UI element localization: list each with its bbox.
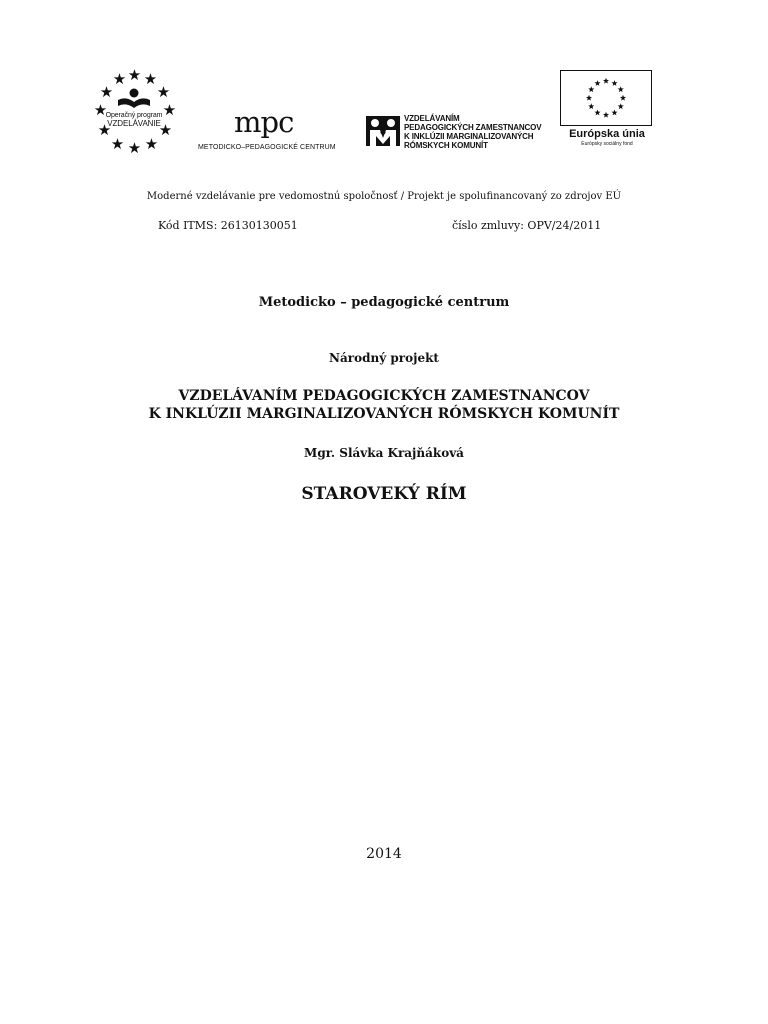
- star-icon: ★: [127, 66, 142, 84]
- star-icon: ★: [143, 70, 158, 88]
- national-project-label: Národný projekt: [329, 351, 439, 365]
- book-reader-icon: [116, 88, 152, 110]
- eu-star-icon: [611, 110, 617, 116]
- eu-star-icon: [618, 86, 624, 92]
- star-icon: ★: [99, 83, 114, 101]
- operational-program-text: [96, 112, 172, 128]
- mpc-subtitle: METODICKO–PEDAGOGICKÉ CENTRUM: [198, 144, 336, 151]
- op-line2: VZDELÁVANIE: [107, 119, 161, 128]
- star-icon: ★: [110, 135, 125, 153]
- project-logo-text: [404, 114, 541, 150]
- star-icon: ★: [97, 121, 112, 139]
- eu-star-icon: [586, 95, 592, 101]
- eu-star-icon: [618, 103, 624, 109]
- mpc-logo: [198, 106, 348, 156]
- eu-star-icon: [603, 112, 609, 118]
- itms-code: Kód ITMS: 26130130051: [158, 219, 298, 232]
- eu-flag-icon: [560, 70, 652, 126]
- star-icon: ★: [156, 83, 171, 101]
- project-name-line2: K INKLÚZII MARGINALIZOVANÝCH RÓMSKYCH KOMUNÍT: [148, 406, 620, 422]
- star-icon: ★: [127, 139, 142, 157]
- project-logo-line3: K INKLÚZII MARGINALIZOVANÝCH: [404, 132, 534, 141]
- people-figures-icon: [364, 112, 402, 150]
- organization-name: Metodicko – pedagogické centrum: [258, 295, 510, 310]
- project-logo-line4: RÓMSKYCH KOMUNÍT: [404, 141, 488, 150]
- author-name: Mgr. Slávka Krajňáková: [304, 446, 464, 460]
- eu-subtitle: Európsky sociálny fond: [581, 141, 633, 147]
- star-icon: ★: [112, 70, 127, 88]
- document-title: STAROVEKÝ RÍM: [301, 484, 467, 504]
- mpc-wordmark: mpc: [234, 105, 294, 139]
- eu-star-icon: [594, 80, 600, 86]
- publication-year: 2014: [366, 846, 402, 862]
- eu-star-icon: [603, 78, 609, 84]
- star-icon: ★: [158, 121, 173, 139]
- eu-star-ring: [561, 71, 651, 125]
- contract-number: číslo zmluvy: OPV/24/2011: [452, 219, 602, 232]
- eu-logo: [560, 70, 654, 146]
- eu-star-icon: [588, 103, 594, 109]
- project-logo: [364, 112, 544, 152]
- eu-star-icon: [594, 110, 600, 116]
- eu-title: Európska únia: [569, 128, 645, 140]
- project-logo-line1: VZDELÁVANÍM: [404, 114, 460, 123]
- star-icon: ★: [93, 101, 108, 119]
- star-icon: ★: [144, 135, 159, 153]
- operational-program-logo: [88, 68, 180, 158]
- funding-tagline: Moderné vzdelávanie pre vedomostnú spoločnosť / Projekt je spolufinancovaný zo zdrojov EÚ: [146, 191, 622, 202]
- star-icon: ★: [162, 101, 177, 119]
- project-name-line1: VZDELÁVANÍM PEDAGOGICKÝCH ZAMESTNANCOV: [178, 388, 590, 404]
- project-logo-line2: PEDAGOGICKÝCH ZAMESTNANCOV: [404, 123, 542, 132]
- eu-star-icon: [588, 86, 594, 92]
- op-line1: Operačný program: [105, 112, 163, 119]
- eu-star-icon: [611, 80, 617, 86]
- eu-star-icon: [620, 95, 626, 101]
